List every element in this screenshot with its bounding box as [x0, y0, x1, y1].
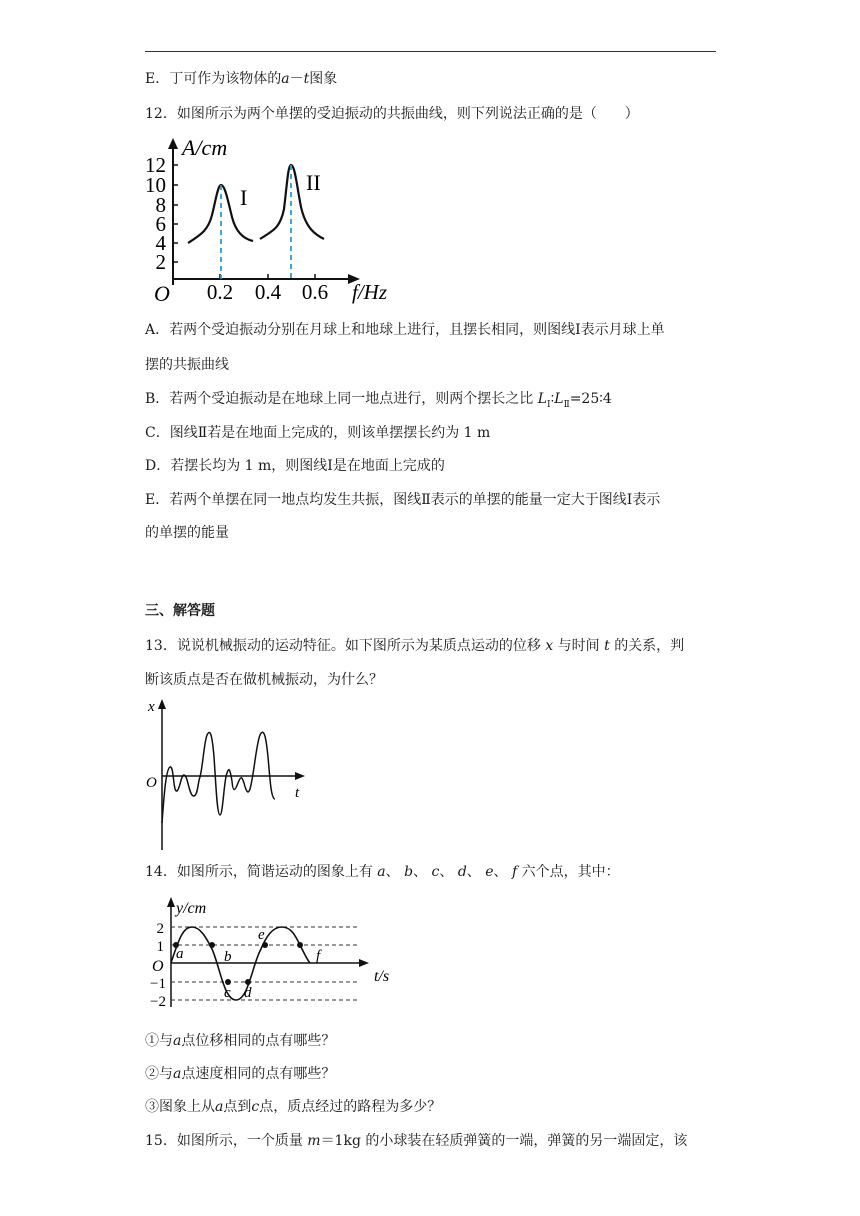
q12-xtick-label: 0.4: [254, 280, 282, 304]
q12-option-e-line1: E．若两个单摆在同一地点均发生共振，图线Ⅱ表示的单摆的能量一定大于图线Ⅰ表示: [145, 492, 661, 508]
q12-ytick-label: 6: [155, 212, 166, 236]
q12-curve-I-label: I: [240, 185, 248, 210]
q13-stem-line1: 13．说说机械振动的运动特征。如下图所示为某质点运动的位移 x 与时间 t 的关系，判: [145, 638, 685, 654]
q14-point-label-b: b: [224, 949, 232, 965]
q12-ytick-label: 12: [145, 153, 166, 177]
q14-point-b: [209, 942, 215, 948]
q12-option-d: D．若摆长均为 1 m，则图线Ⅰ是在地面上完成的: [145, 458, 445, 474]
q12-y-axis-arrow: [168, 138, 178, 149]
q13-x-axis-label: t: [295, 785, 300, 801]
q14-origin-label: O: [152, 958, 164, 975]
q13-irregular-curve: [162, 732, 275, 823]
q14-point-label-c: c: [224, 985, 231, 1001]
q12-option-a-line1: A．若两个受迫振动分别在月球上和地球上进行，且摆长相同，则图线Ⅰ表示月球上单: [145, 322, 665, 338]
q13-y-axis-label: x: [148, 699, 155, 715]
q12-ytick-label: 10: [145, 173, 166, 197]
q14-y-axis-label: y/cm: [176, 900, 207, 917]
q13-y-axis-arrow: [158, 699, 166, 709]
q14-point-label-f: f: [316, 948, 321, 964]
q14-y-axis-arrow: [167, 897, 175, 907]
q12-xtick-label: 0.6: [301, 280, 329, 304]
q12-xtick-label: 0.2: [206, 280, 234, 304]
q12-y-axis-label: A/cm: [182, 135, 228, 160]
section-title: 三、解答题: [145, 603, 215, 619]
q12-option-c: C．图线Ⅱ若是在地面上完成的，则该单摆摆长约为 1 m: [145, 425, 491, 441]
q15-stem: 15．如图所示，一个质量 m＝1kg 的小球装在轻质弹簧的一端，弹簧的另一端固定，该: [145, 1133, 688, 1149]
q12-x-axis-label: f/Hz: [352, 280, 388, 304]
q14-x-axis-label: t/s: [374, 968, 390, 985]
option-e-previous: E．丁可作为该物体的a－t图象: [145, 71, 338, 87]
q14-ytick-label: −1: [150, 976, 166, 992]
q14-point-f: [297, 942, 303, 948]
q14-sub2: ②与a点速度相同的点有哪些？: [145, 1066, 336, 1082]
q12-origin-label: O: [154, 281, 170, 306]
q12-resonance-chart: [140, 135, 390, 305]
q13-t-axis-arrow: [295, 772, 305, 780]
header-rule: [145, 51, 716, 52]
q12-stem: 12．如图所示为两个单摆的受迫振动的共振曲线，则下列说法正确的是（ ）: [145, 106, 639, 122]
q13-stem-line2: 断该质点是否在做机械振动，为什么？: [145, 672, 383, 688]
q13-origin-label: O: [146, 775, 157, 791]
q12-option-b: B．若两个受迫振动是在地球上同一地点进行，则两个摆长之比 $L_Ⅰ∶L_Ⅱ=25∶4$: [145, 391, 612, 410]
q12-ytick-label: 8: [155, 193, 166, 217]
q14-sine-graph: [140, 895, 400, 1015]
q14-ytick-label: −2: [150, 994, 166, 1010]
q14-t-axis-arrow: [359, 959, 369, 967]
q14-stem: 14．如图所示，简谐运动的图象上有 a、 b、 c、 d、 e、 f 六个点，其中：: [145, 864, 620, 880]
q14-point-label-d: d: [244, 985, 252, 1001]
q14-sub1: ①与a点位移相同的点有哪些？: [145, 1033, 336, 1049]
q12-option-a-line2: 摆的共振曲线: [145, 357, 229, 373]
q14-ytick-label: 1: [156, 939, 164, 955]
q14-sub3: ③图象上从a点到c点，质点经过的路程为多少？: [145, 1099, 442, 1115]
q12-curve-II-label: II: [306, 170, 321, 195]
q12-option-e-line2: 的单摆的能量: [145, 525, 229, 541]
q12-ytick-label: 4: [155, 231, 166, 255]
q14-point-label-e: e: [258, 927, 265, 943]
q14-ytick-label: 2: [156, 921, 164, 937]
q13-displacement-graph: [140, 695, 310, 855]
q14-point-label-a: a: [176, 946, 184, 962]
q12-ytick-label: 2: [155, 250, 166, 274]
